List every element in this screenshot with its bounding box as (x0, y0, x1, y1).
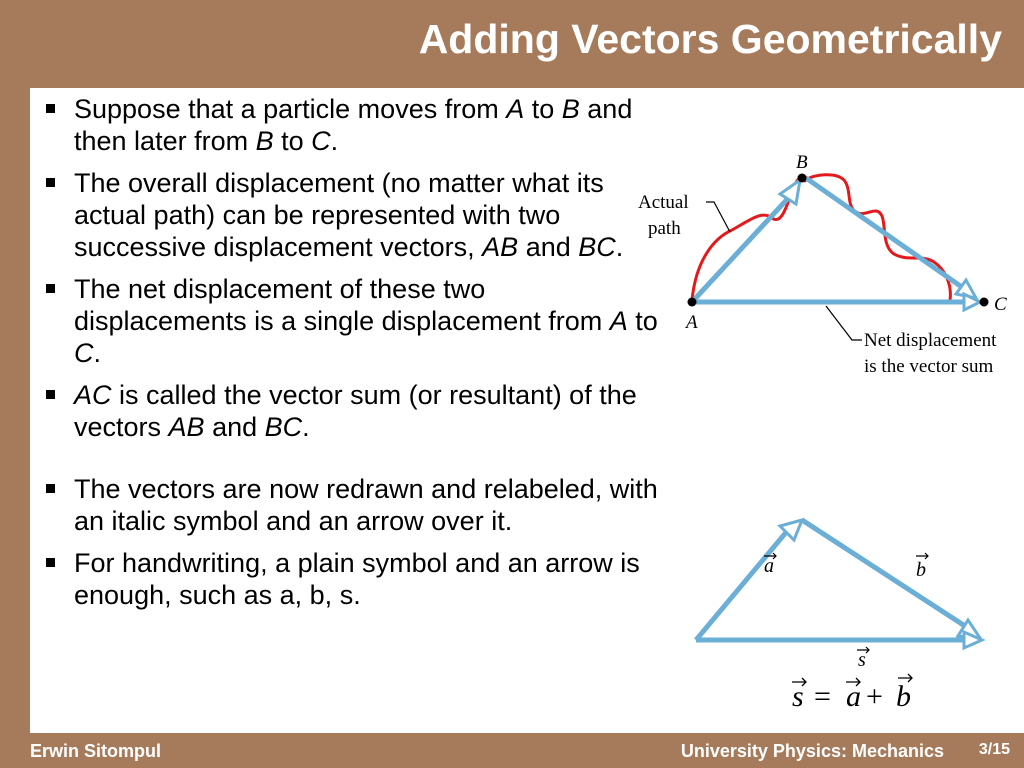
net-displacement-leader (826, 306, 862, 340)
displacement-diagram (630, 150, 1024, 450)
vector-a-label: a (764, 555, 774, 577)
actual-path-leader (706, 202, 730, 232)
point-a-dot (688, 298, 697, 307)
slide-content (30, 88, 1024, 733)
bullet-square-icon (46, 390, 55, 399)
bullet-item: The vectors are now redrawn and relabeled, with an italic symbol and an arrow over it. (44, 473, 664, 537)
vector-a (696, 530, 788, 640)
slide-title: Adding Vectors Geometrically (418, 16, 1002, 62)
point-a-label: A (686, 312, 698, 333)
bullet-item: For handwriting, a plain symbol and an arrow is enough, such as a, b, s. (44, 547, 664, 611)
bullet-list (44, 93, 664, 621)
vector-sum-diagram (680, 508, 1000, 728)
equation-a: a (846, 680, 861, 713)
bullet-square-icon (46, 484, 55, 493)
point-b-dot (798, 174, 807, 183)
bullet-square-icon (46, 284, 55, 293)
net-displacement-label: Net displacement (864, 330, 997, 351)
vector-ab (692, 194, 792, 302)
equation-equals: = (814, 680, 831, 713)
bullet-square-icon (46, 558, 55, 567)
bullet-item: AC is called the vector sum (or resultant) of the vectors AB and BC. (44, 379, 664, 443)
bullet-item: The overall displacement (no matter what its actual path) can be represented with two successive displacement vectors, AB and BC. (44, 167, 664, 263)
vector-bc (806, 178, 966, 290)
actual-path-label: Actual (638, 192, 689, 213)
equation-b: b (896, 680, 911, 713)
point-c-dot (980, 298, 989, 307)
bullet-square-icon (46, 178, 55, 187)
point-c-label: C (994, 294, 1007, 315)
vector-b (802, 520, 968, 628)
vector-s-label: s (858, 649, 866, 671)
bullet-square-icon (46, 104, 55, 113)
net-displacement-label-line2: is the vector sum (864, 356, 994, 377)
vector-b-label: b (916, 559, 926, 581)
footer-author: Erwin Sitompul (30, 741, 162, 761)
vector-ac-arrowhead (964, 294, 980, 310)
actual-path-curve (692, 175, 950, 300)
bullet-item: The net displacement of these two displacements is a single displacement from A to C. (44, 273, 664, 369)
actual-path-label-line2: path (648, 218, 681, 239)
equation-s: s (792, 680, 804, 713)
bullet-item: Suppose that a particle moves from A to B and then later from B to C. (44, 93, 664, 157)
equation-plus: + (866, 680, 883, 713)
point-b-label: B (796, 152, 808, 173)
page-number: 3/15 (978, 741, 1010, 758)
footer-course: University Physics: Mechanics (680, 741, 944, 761)
